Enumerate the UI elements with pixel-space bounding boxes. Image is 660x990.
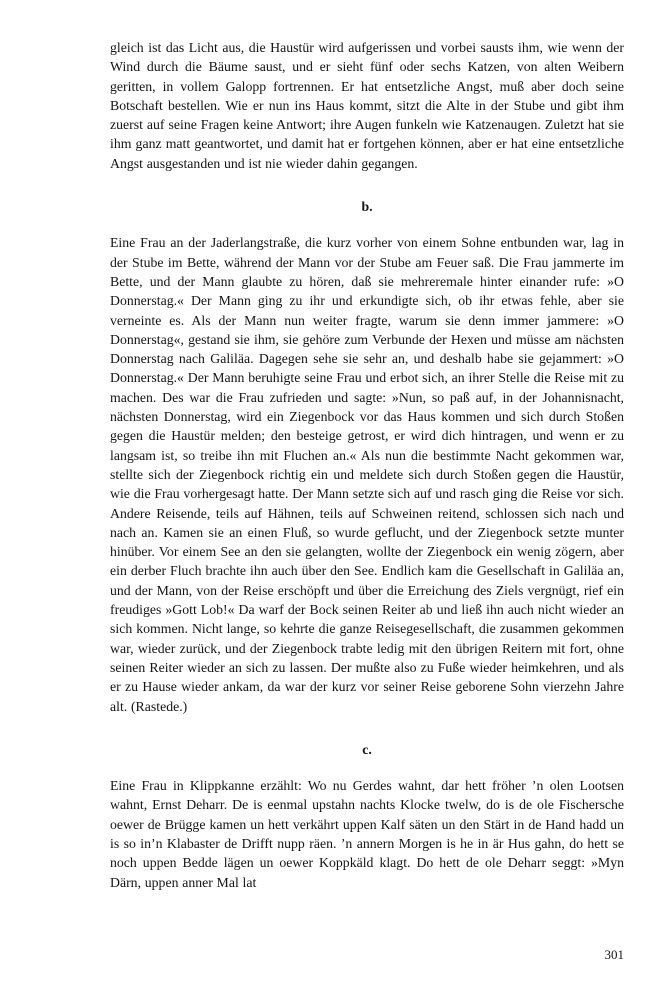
paragraph-section-b: Eine Frau an der Jaderlangstraße, die kurz vorher von einem Sohne entbunden war, lag in der Stube im Bette, während der Mann vor der Stube am Feuer saß. Die Frau jammerte im Bette, und der Mann glaubte zu hören, daß sie mehreremale hinter einander rufe: »O Donnerstag.« Der Mann ging zu ihr und erkundigte sich, ob ihr etwas fehle, aber sie verneinte es. Als der Mann nun weiter fragte, warum sie denn immer jammere: »O Donnerstag«, gestand sie ihm, sie gehöre zum Verbunde der Hexen und müsse am nächsten Donnerstag nach Galiläa. Dagegen sehe sie sehr an, und deshalb habe sie gejammert: »O Donnerstag.« Der Mann beruhigte seine Frau und erbot sich, an ihrer Stelle die Reise mit zu machen. Des war die Frau zufrieden und sagte: »Nun, so paß auf, in der Johannisnacht, nächsten Donnerstag, wird ein Ziegenbock vor das Haus kommen und sich durch Stoßen gegen die Haustür melden; den besteige getrost, er wird dich hintragen, und wenn er zu langsam ist, so treibe ihn mit Fluchen an.« Als nun die bestimmte Nacht gekommen war, stellte sich der Ziegenbock richtig ein und meldete sich durch Stoßen gegen die Haustür, wie die Frau vorhergesagt hatte. Der Mann setzte sich auf und rasch ging die Reise vor sich. Andere Reisende, teils auf Hähnen, teils auf Schweinen reitend, schlossen sich nach und nach an. Kamen sie an einen Fluß, so wurde geflucht, und der Ziegenbock setzte munter hinüber. Vor einem See an den sie gelangten, wollte der Ziegenbock ein wenig zögern, aber ein derber Fluch brachte ihn auch über den See. Endlich kam die Gesellschaft in Galiläa an, und der Mann, von der Reise erschöpft und über die Erreichung des Ziels vergnügt, rief ein freudiges »Gott Lob!« Da warf der Bock seinen Reiter ab und ließ ihn auch nicht wieder an sich kommen. Nicht lange, so kehrte die ganze Reisegesellschaft, die zusammen gekommen war, wieder zurück, und der Ziegenbock trabte ledig mit den übrigen Reitern mit fort, ohne seinen Reiter wieder an sich zu lassen. Der mußte also zu Fuße wieder heimkehren, und als er zu Hause wieder ankam, da war der kurz vor seiner Reise geborene Sohn vierzehn Jahre alt. (Rastede.) (110, 235, 624, 714)
section-heading-b: b. (361, 199, 373, 215)
page-number: 301 (604, 946, 624, 962)
paragraph-section-c: Eine Frau in Klippkanne erzählt: Wo nu Gerdes wahnt, dar hett fröher ’n olen Lootsen wahnt, Ernst Deharr. De is eenmal upstahn nachts Klocke twelw, do is de ole Fischersche oewer de Brügge kamen un hett verkährt uppen Kalf säten un den Stärt in de Hand hadd un is so in’n Klabaster de Drifft nupp räen. ’n annern Morgen is he in är Hus gahn, do hett se noch uppen Bedde lägen un oewer Koppkäld klagt. Do hett de ole Deharr seggt: »Myn Därn, uppen anner Mal lat (110, 778, 624, 890)
section-heading-c: c. (362, 741, 372, 757)
paragraph-continuation: gleich ist das Licht aus, die Haustür wird aufgerissen und vorbei sausts ihm, wie wenn der Wind durch die Bäume saust, und er sieht fünf oder sechs Katzen, von alten Weibern geritten, in vollem Galopp fortrennen. Er hat entsetzliche Angst, muß aber doch seine Botschaft bestellen. Wie er nun ins Haus kommt, sitzt die Alte in der Stube und gibt ihm zuerst auf seine Fragen keine Antwort; ihre Augen funkeln wie Katzenaugen. Zuletzt hat sie ihm ganz matt geantwortet, und damit hat er fortgehen können, aber er hat eine entsetzliche Angst ausgestanden und ist nie wieder dahin gegangen. (110, 40, 624, 171)
